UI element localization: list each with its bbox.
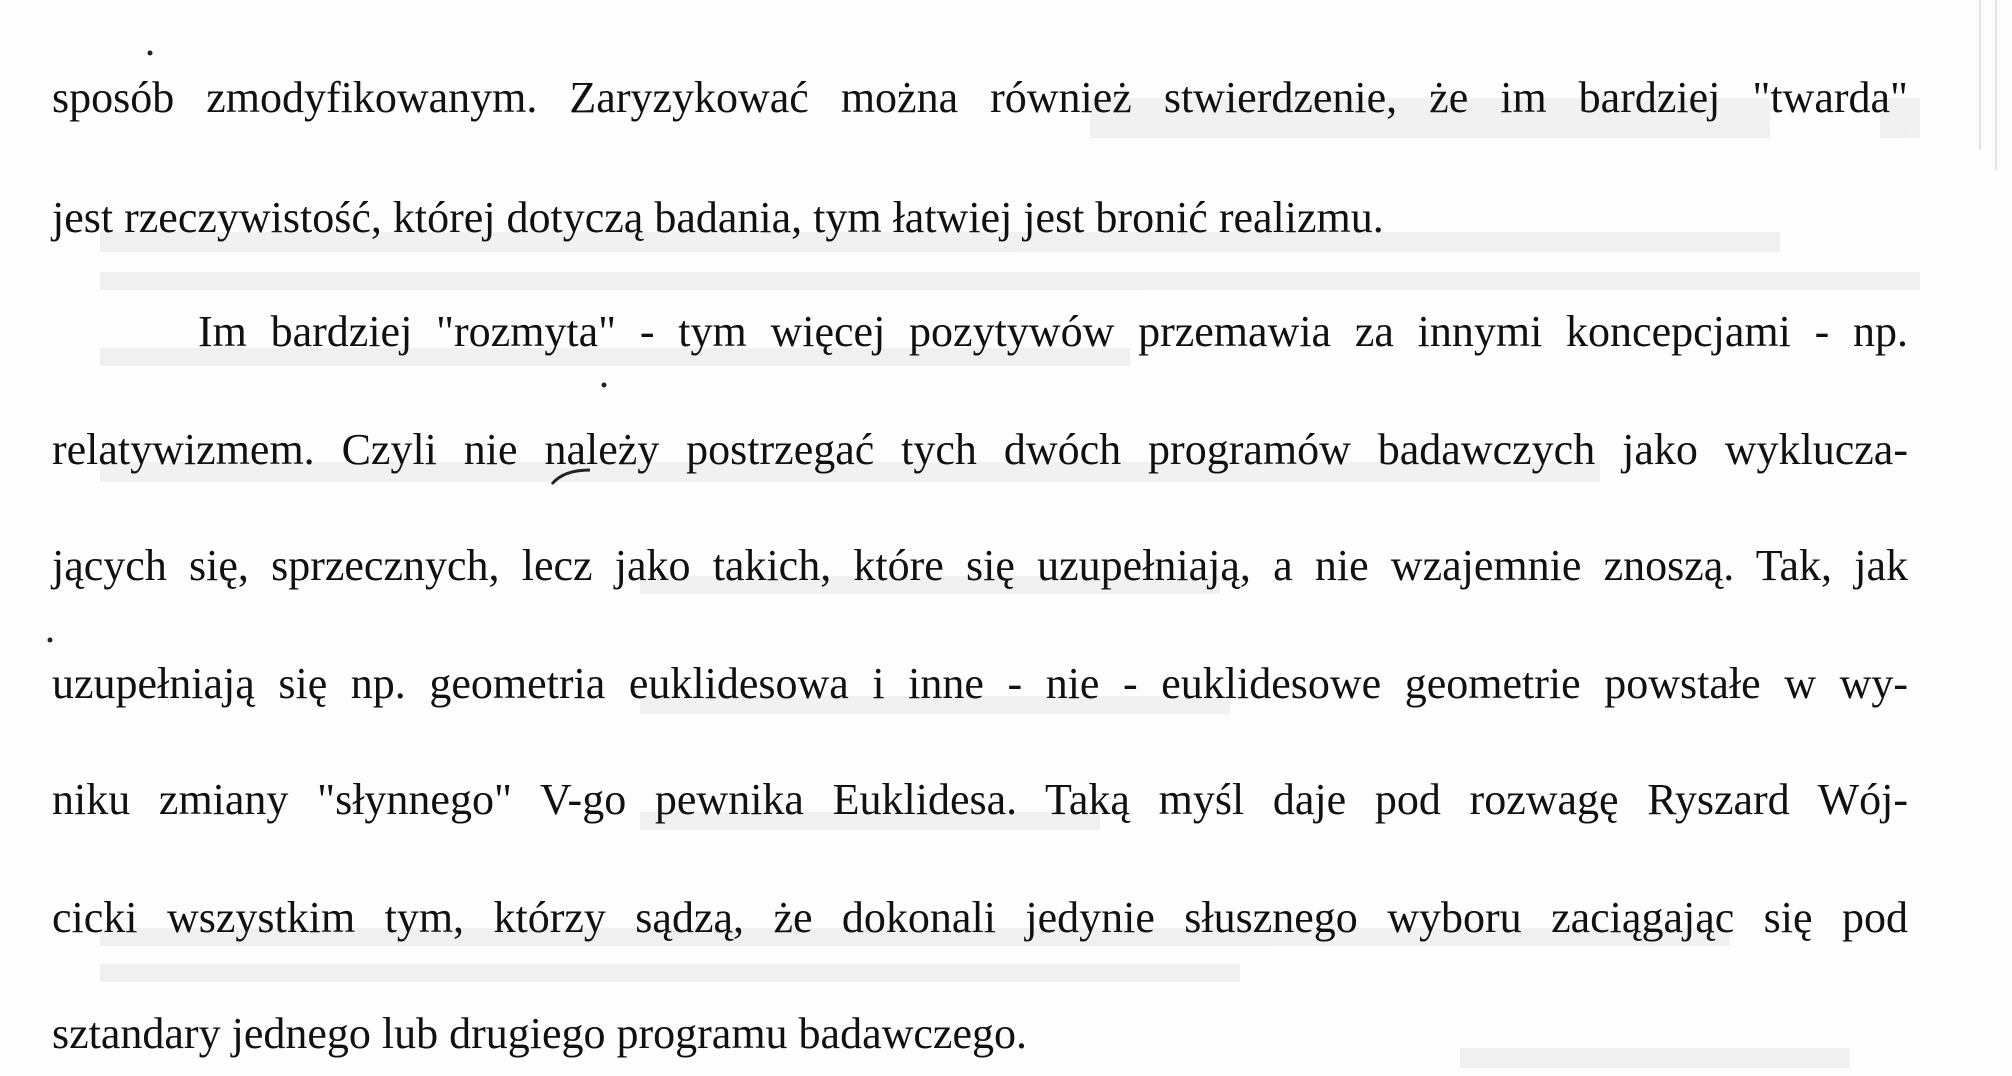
- text-line: niku zmiany "słynnego" V-go pewnika Euklidesa. Taką myśl daje pod rozwagę Ryszard Wój-: [52, 775, 1908, 824]
- text-line: jących się, sprzecznych, lecz jako takich, które się uzupełniają, a nie wzajemnie znoszą. Tak, jak: [52, 541, 1908, 590]
- text-line: uzupełniają się np. geometria euklidesowa i inne - nie - euklidesowe geometrie powstałe w wy-: [52, 659, 1908, 708]
- text-line: Im bardziej "rozmyta" - tym więcej pozytywów przemawia za innymi koncepcjami - np.: [198, 307, 1908, 356]
- text-line: jest rzeczywistość, której dotyczą badania, tym łatwiej jest bronić realizmu.: [52, 193, 1384, 242]
- text-line: relatywizmem. Czyli nie należy postrzegać tych dwóch programów badawczych jako wyklucza-: [52, 425, 1908, 474]
- text-line: sztandary jednego lub drugiego programu badawczego.: [52, 1009, 1027, 1058]
- text-line: cicki wszystkim tym, którzy sądzą, że dokonali jedynie słusznego wyboru zaciągając się pod: [52, 893, 1908, 942]
- text-line: sposób zmodyfikowanym. Zaryzykować można również stwierdzenie, że im bardziej "twarda": [52, 73, 1908, 122]
